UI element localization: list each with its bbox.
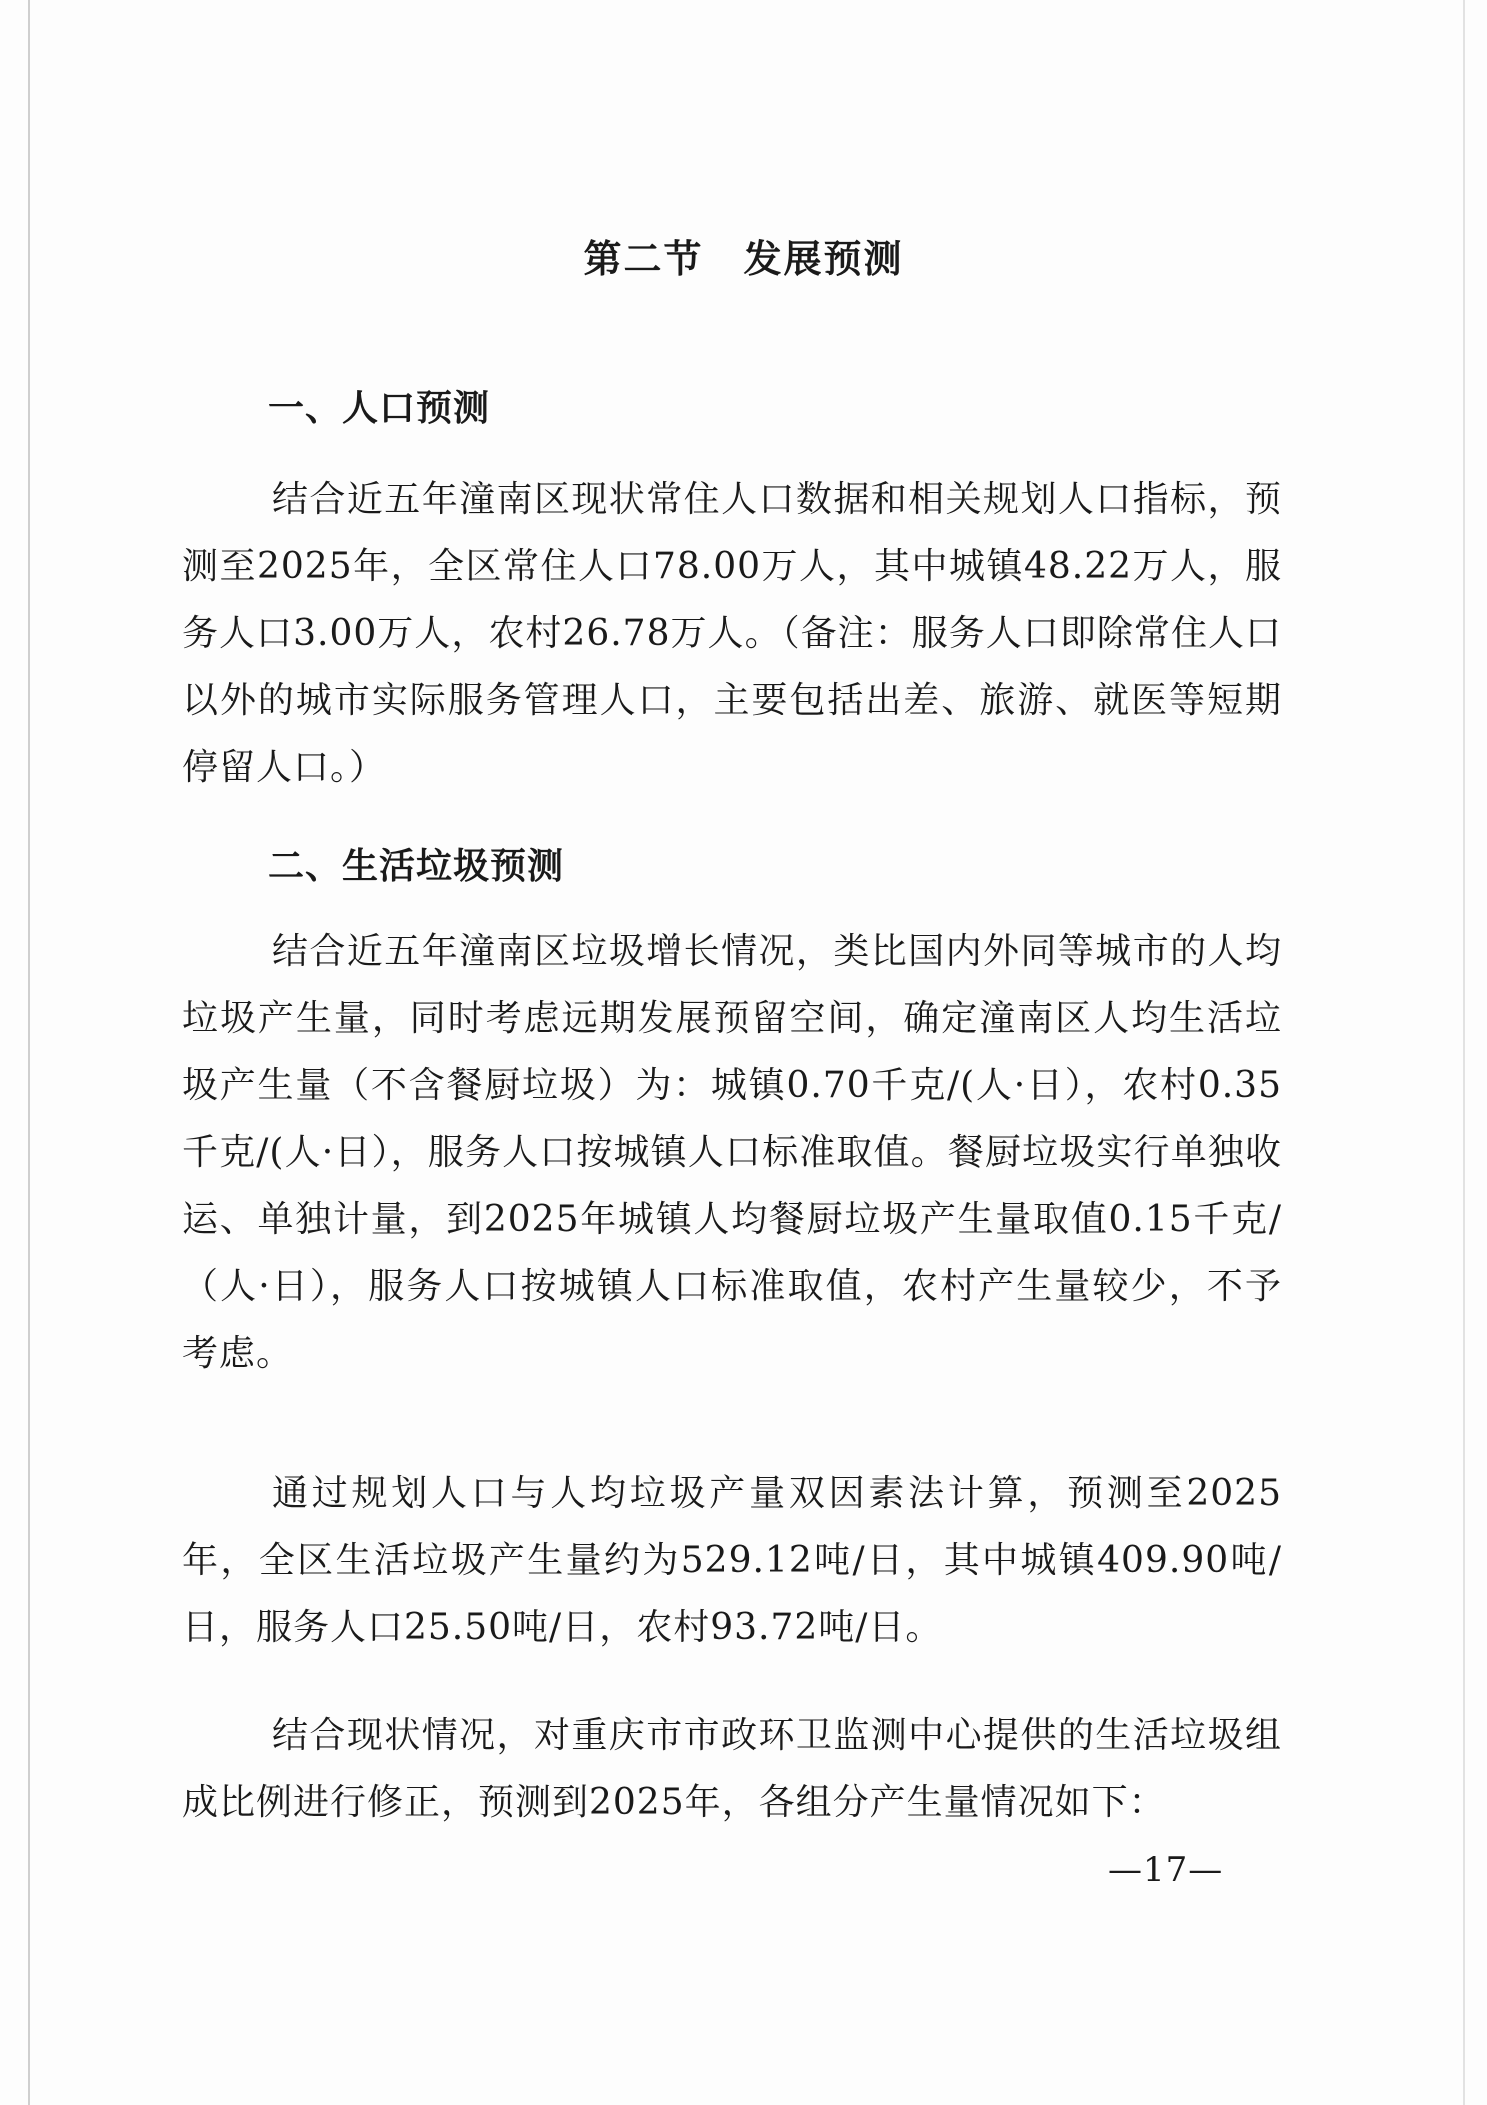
- paragraph-garbage-composition: 结合现状情况，对重庆市市政环卫监测中心提供的生活垃圾组成比例进行修正，预测到2025年，各组分产生量情况如下：: [182, 1715, 1282, 1823]
- paragraph-garbage-total: 通过规划人口与人均垃圾产量双因素法计算，预测至2025年，全区生活垃圾产生量约为529.12吨/日，其中城镇409.90吨/日，服务人口25.50吨/日，农村93.72吨/日。: [182, 1473, 1282, 1648]
- paragraph-population-forecast: 结合近五年潼南区现状常住人口数据和相关规划人口指标，预测至2025年，全区常住人口78.00万人，其中城镇48.22万人，服务人口3.00万人，农村26.78万人。（备注：服务人口即除常住人口以外的城市实际服务管理人口，主要包括出差、旅游、就医等短期停留人口。）: [182, 479, 1282, 788]
- page-left-edge: [28, 0, 30, 2105]
- page-number: —17—: [1108, 1850, 1224, 1890]
- section-title: 第二节 发展预测: [583, 237, 904, 281]
- paragraph-garbage-rate: 结合近五年潼南区垃圾增长情况，类比国内外同等城市的人均垃圾产生量，同时考虑远期发展预留空间，确定潼南区人均生活垃圾产生量（不含餐厨垃圾）为：城镇0.70千克/(人·日），农村0.35千克/(人·日），服务人口按城镇人口标准取值。餐厨垃圾实行单独收运、单独计量，到2025年城镇人均餐厨垃圾产生量取值0.15千克/（人·日），服务人口按城镇人口标准取值，农村产生量较少，不予考虑。: [182, 931, 1282, 1374]
- heading-population-forecast: 一、人口预测: [268, 388, 491, 429]
- heading-garbage-forecast: 二、生活垃圾预测: [268, 846, 565, 887]
- page-right-edge: [1463, 0, 1465, 2105]
